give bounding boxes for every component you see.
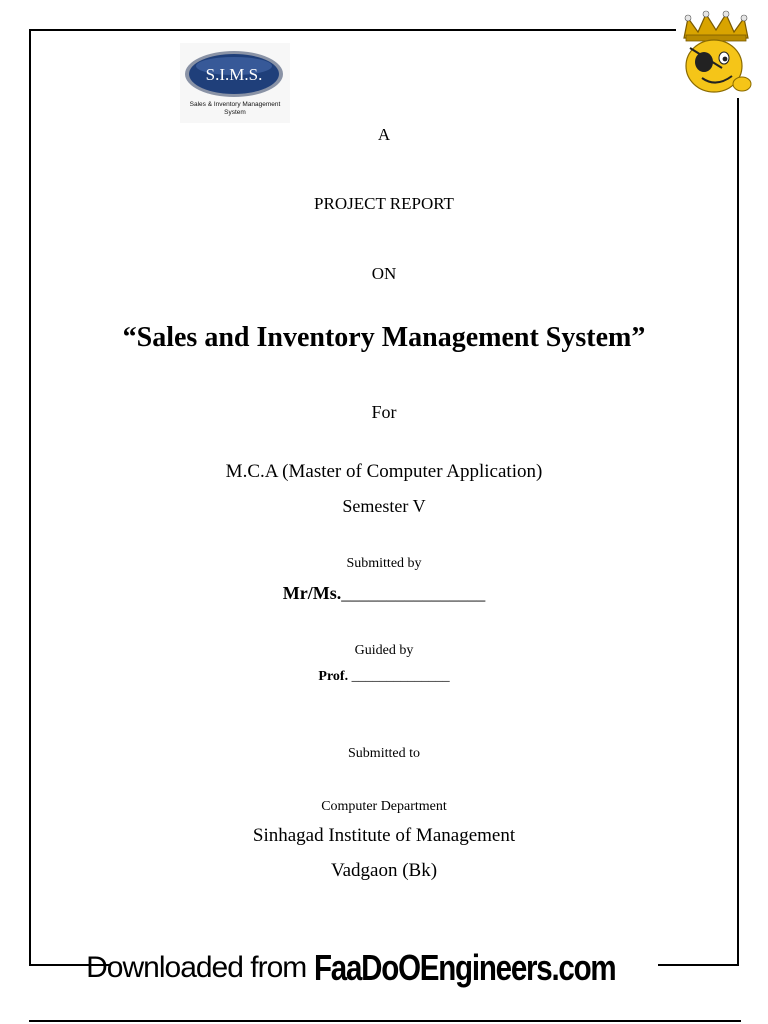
logo-caption-line2: System [224, 109, 246, 116]
download-watermark [86, 940, 658, 996]
cover-on: ON [371, 264, 397, 283]
guided-by-label: Guided by [354, 643, 414, 658]
cover-for: For [371, 402, 397, 422]
sims-logo-icon [184, 49, 284, 99]
cover-a: A [377, 125, 391, 144]
watermark-brand: FaaDoOEngineers.com [314, 947, 616, 988]
bottom-rule [29, 1020, 741, 1022]
logo-caption-line1: Sales & Inventory Management [189, 101, 281, 108]
watermark-lead: Downloaded from [86, 951, 307, 984]
institute-name: Sinhagad Institute of Management [252, 825, 516, 846]
logo-text: S.I.M.S. [205, 65, 263, 84]
submitted-to-label: Submitted to [348, 746, 420, 761]
submitted-by-label: Submitted by [346, 556, 422, 571]
prof-label: Prof. [318, 669, 349, 684]
cover-title: “Sales and Inventory Management System” [122, 322, 646, 353]
cover-course: M.C.A (Master of Computer Application) [225, 461, 543, 482]
name-label: Mr/Ms. [282, 583, 342, 603]
sims-logo [180, 43, 290, 123]
cover-semester: Semester V [342, 496, 426, 516]
student-name-line [29, 583, 739, 604]
department: Computer Department [321, 799, 447, 814]
institute-place: Vadgaon (Bk) [330, 860, 438, 881]
crowned-smiley-icon [676, 8, 756, 98]
prof-blank: ______________ [351, 669, 450, 684]
guide-name-line [29, 669, 739, 685]
cover-project-report: PROJECT REPORT [314, 194, 454, 213]
name-blank: ________________ [341, 583, 486, 603]
logo-caption [180, 101, 290, 117]
